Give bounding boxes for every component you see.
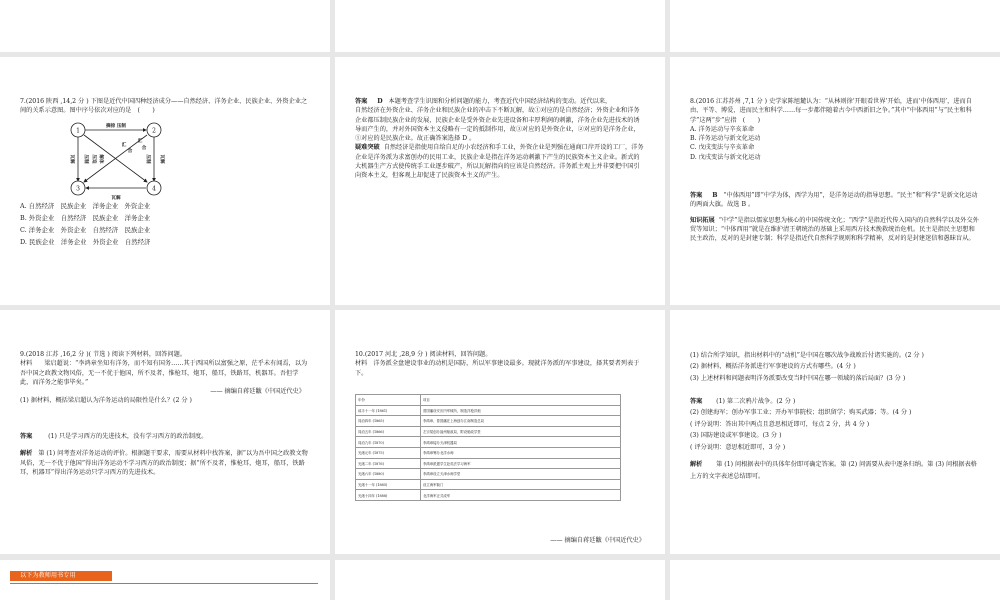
ans10-analysis-label: 解析	[690, 461, 703, 469]
ans8-letter: B	[712, 192, 718, 199]
table-row	[356, 416, 621, 427]
ans8-block	[690, 191, 980, 243]
page-ans10	[670, 310, 1000, 554]
edge-label-diag1: 汇	[121, 143, 127, 148]
q7-stem: 7.(2016 陕西 ,14,2 分 ) 下图是近代中国四种经济成分——自然经济、洋务企业、民族企业、外资企业之间的关系示意图。图中序号依次对应的是 ( )	[20, 98, 308, 115]
edge-label-right2: 合	[141, 146, 147, 151]
ans8-text: “中体西用”即“中学为体，西学为用”，是洋务运动的指导思想。“民主”和“科学”是新文化运动的两面大旗。故选 B 。	[690, 192, 978, 209]
q7-option-d[interactable]: D. 民族企业 洋务企业 外资企业 自然经济	[20, 237, 151, 246]
table-cell-year: 光绪十四年 (1888)	[356, 490, 421, 501]
q10-table	[355, 394, 621, 501]
table-row	[356, 490, 621, 501]
page-q7	[0, 57, 330, 305]
q10-block	[355, 350, 645, 378]
q9-block	[20, 350, 310, 406]
q8-stem: 8.(2016 江苏苏州 ,7,1 分 ) 史学家陈旭麓认为：“从林则徐‘开眼看世界’开始，进而‘中体西用’，进而自由、平等、博爱，进而民主和科学……每一步都伴随着古今中西新旧之争。”其中“中体西用”与“民主和科学”这两“步”应指 ( )	[690, 98, 972, 124]
table-row	[356, 469, 621, 480]
ans7-block	[355, 97, 645, 181]
ans7-letter: D	[377, 98, 383, 105]
table-row	[356, 426, 621, 437]
table-header-row	[356, 395, 621, 406]
table-cell-year: 同治四年 (1865)	[356, 416, 421, 427]
table-cell-item: 左宗棠创办福州船政局，附设船政学堂	[421, 426, 621, 437]
edge-label-right1: 汇	[137, 139, 143, 144]
ans10-a2note: ( 评分说明：答出其中两点且意思相近即可，每点 2 分，共 4 分 )	[690, 420, 870, 428]
q10-source: —— 摘编自蒋廷黻《中国近代史》	[550, 537, 645, 544]
node-2-label: 2	[152, 127, 156, 135]
q7-option-a[interactable]: A. 自然经济 民族企业 洋务企业 外资企业	[20, 202, 151, 210]
edge-label-diag2: 合	[127, 149, 133, 154]
ans10-analysis: 第 (1) 问根据表中的具体年份即可确定答案。第 (2) 问需要从表中逐条归纳。第 (3) 问根据表格上方的文字表述总结即可。	[690, 461, 977, 480]
ans8-ext-label: 知识拓展	[690, 216, 715, 224]
table-cell-year: 光绪二年 (1876)	[356, 458, 421, 469]
ans9-block	[20, 432, 310, 477]
edge-label-left1: 瓦解	[69, 154, 74, 164]
ans7-text2: 自然经济在外资企业、洋务企业和民族企业的冲击下不断瓦解，故①对应的是自然经济；外资企业和洋务企业都压制民族企业的发展，民族企业是受外资企业先进设备和丰厚利润的刺激，洋务企业先进技术的诱导而产生的，并对外国资本主义侵略有一定的抵制作用，故③对应的是外资企业，②对应的是洋务企业，①对应的是民族企业。故正确答案选择 D 。	[355, 107, 640, 143]
table-header-year: 年份	[356, 395, 421, 406]
tag-underline	[10, 583, 318, 584]
page-q9	[0, 310, 330, 554]
edge-label-top: 摘掠 压制	[106, 124, 126, 129]
edge-label-mid1: 压迫	[91, 154, 96, 164]
q7-options	[20, 201, 220, 248]
q9-stem: 9.(2018 江苏 ,16,2 分 )( 节选 ) 阅读下列材料，回答问题。	[20, 351, 187, 358]
q7-option-c[interactable]: C. 洋务企业 外资企业 自然经济 民族企业	[20, 225, 151, 234]
table-row	[356, 405, 621, 416]
node-1-label: 1	[76, 127, 80, 135]
ans9-label: 答案	[20, 433, 33, 440]
ans7-tip: 自然经济是指使用自给自足的小农经济和手工业，外资企业是列强在通商口岸开设的工厂，洋务企业是洋务派为求富创办的民用工业，民族企业是指在洋务运动刺激下产生的民族资本主义企业。新式的大机器生产方式使传统手工业逐步破产，所以瓦解指向的应该是自然经济。洋务派主观上并非要把中国引向资本主义，但客观上却促进了民族资本主义的产生。	[355, 144, 644, 180]
page-top-middle	[335, 0, 665, 52]
table-header-item: 项目	[421, 395, 621, 406]
ans8-label: 答案	[690, 192, 703, 199]
q10-material-label: 材料	[355, 360, 368, 368]
ans7-label: 答案	[355, 98, 368, 105]
table-cell-year: 光绪十一年 (1885)	[356, 479, 421, 490]
node-3-label: 3	[76, 185, 80, 193]
ans9-text: (1) 只是学习西方的先进技术，没有学习西方的政治制度。	[48, 433, 208, 440]
edge-label-left2: 压制	[83, 154, 88, 164]
ans10-label: 答案	[690, 398, 703, 405]
q9-material: 梁启超说：“李鸿章坐知有洋务，而不知有国务……其于西国所以富强之原，茫乎未有闻焉，以为吾中国之政教文物风俗，无一不优于他国，所不及者，惟枪耳，炮耳，船耳，铁路耳，机器耳。吾但学此，而洋务之能事毕矣。”	[20, 360, 308, 386]
table-cell-item: 设立海军衙门	[421, 479, 621, 490]
table-cell-year: 同治五年 (1866)	[356, 426, 421, 437]
table-cell-item: 李鸿章设立天津水师学堂	[421, 469, 621, 480]
table-cell-year: 光绪六年 (1880)	[356, 469, 421, 480]
edge-label-bottom: 瓦解	[111, 196, 121, 201]
ans10-block	[690, 396, 980, 482]
table-cell-item: 李鸿章派遣学生赴英法学习海军	[421, 458, 621, 469]
page-ans7	[335, 57, 665, 305]
edge-label-right3: 压制	[145, 154, 150, 164]
q10-part1: (1) 结合所学知识，指出材料中的“动机”是中国在哪次战争战败后付诸实施的。(2 分 )	[690, 352, 924, 359]
ans10-a3note: ( 评分说明：意思相近即可，3 分 )	[690, 443, 786, 451]
q8-option-c[interactable]: C. 戊戌变法与辛亥革命	[690, 144, 755, 152]
q8-option-b[interactable]: B. 洋务运动与新文化运动	[690, 135, 761, 143]
q7-option-b[interactable]: B. 外资企业 自然经济 民族企业 洋务企业	[20, 213, 151, 222]
q10b-block	[690, 350, 980, 384]
teacher-only-tag: 以下为教师用书专用	[10, 571, 112, 581]
ans10-a3: (3) 国防建设或军事建设。(3 分 )	[690, 432, 782, 440]
page-bottom-right	[670, 560, 1000, 600]
table-row	[356, 447, 621, 458]
table-row	[356, 437, 621, 448]
page-bottom-middle	[335, 560, 665, 600]
page-q8	[670, 57, 1000, 305]
table-cell-year: 光绪元年 (1875)	[356, 447, 421, 458]
q10-part2: (2) 据材料，概括洋务派进行军事建设的方式有哪些。(4 分 )	[690, 363, 856, 371]
ans10-a2: (2) 创建海军；创办军事工业；开办军事院校；组织留学；购买武器；等。(4 分 )	[690, 409, 912, 417]
table-cell-year: 同治九年 (1870)	[356, 437, 421, 448]
page-top-right	[670, 0, 1000, 52]
ans9-analysis-label: 解析	[20, 450, 33, 458]
q8-option-a[interactable]: A. 洋务运动与辛亥革命	[690, 125, 755, 133]
table-row	[356, 479, 621, 490]
economy-relation-diagram	[58, 122, 176, 204]
ans10-a1: (1) 第二次鸦片战争。(2 分 )	[716, 398, 796, 405]
q10-part3: (3) 上述材料和问题表明洋务派要改变当时中国在哪一领域的落后局面？(3 分 )	[690, 374, 906, 382]
ans7-text1: 本题考查学生识图和分析问题的能力，考查近代中国经济结构的变动。近代以来，	[388, 98, 612, 105]
node-4-label: 4	[152, 185, 156, 193]
table-cell-item: 李鸿章筹办北洋水师	[421, 447, 621, 458]
page-top-left	[0, 0, 330, 52]
table-cell-item: 李鸿章接办天津机器局	[421, 437, 621, 448]
q8-option-d[interactable]: D. 戊戌变法与新文化运动	[690, 153, 761, 161]
edge-label-mid2: 解体	[98, 154, 103, 164]
table-cell-item: 李鸿章、曾国藩在上海创办江南制造总局	[421, 416, 621, 427]
q9-question: (1) 据材料，概括梁启超认为洋务运动的局限性是什么？(2 分 )	[20, 397, 192, 405]
ans7-tip-label: 疑难突破	[355, 144, 380, 152]
q10-material: 洋务派全盘建设事业的动机是国防，所以军事建设最多。现就洋务派的军事建设，择其要者列表于下。	[355, 360, 640, 377]
table-cell-year: 咸丰十一年 (1861)	[356, 405, 421, 416]
ans8-ext: “中学”是指以儒家思想为核心的中国传统文化；“西学”是指近代传入国内的自然科学以及外交外贸等知识；“中体西用”就是在维护清王朝统治的基础上采用西方技术挽救统治危机。民主是指民主思想和民主政治，反对的是封建专制；科学是指近代自然科学规则和科学精神，反对的是封建迷信和愚昧盲从。	[690, 216, 979, 243]
q10-stem: 10.(2017 河北 ,28,9 分 ) 阅读材料，回答问题。	[355, 351, 492, 358]
q8-block	[690, 97, 980, 162]
q9-source: —— 摘编自蒋廷黻《中国近代史》	[210, 388, 305, 396]
table-cell-item: 曾国藩设安庆内军械所，制造洋枪洋炮	[421, 405, 621, 416]
table-row	[356, 458, 621, 469]
page-q10	[335, 310, 665, 554]
q9-material-label: 材料	[20, 360, 33, 368]
edge-label-right4: 瓦解	[159, 154, 164, 164]
ans9-analysis: 第 (1) 问考查对洋务运动的评价。根据题干要求，需要从材料中找答案，据“以为吾中国之政教文物风俗，无一不优于他国”得出洋务运动不学习西方的政治制度；据“所不及者，惟枪耳，炮耳，船耳，铁路耳，机器耳”得出洋务运动只学习西方的先进技术。	[20, 450, 308, 476]
table-cell-item: 北洋海军正式成军	[421, 490, 621, 501]
